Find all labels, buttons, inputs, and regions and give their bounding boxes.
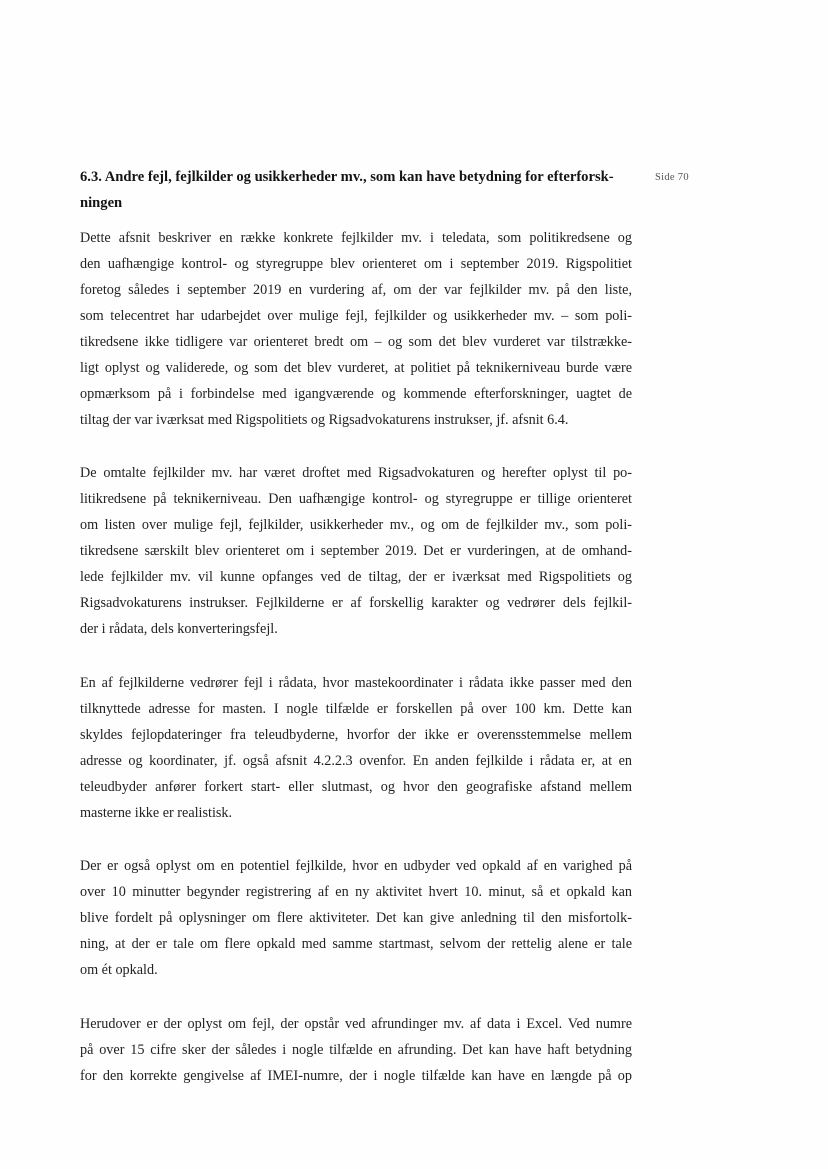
paragraph-4-line: over 10 minutter begynder registrering af en ny aktivitet hvert 10. minut, så et opkald kan: [80, 884, 632, 900]
paragraph-3-line: tilknyttede adresse for masten. I nogle tilfælde er forskellen på over 100 km. Dette kan: [80, 701, 632, 717]
paragraph-1-line: den uafhængige kontrol- og styregruppe blev orienteret om i september 2019. Rigspolitiet: [80, 256, 632, 272]
paragraph-4-line: om ét opkald.: [80, 962, 158, 978]
paragraph-4-line: ning, at der er tale om flere opkald med samme startmast, selvom der rettelig alene er tale: [80, 936, 632, 952]
paragraph-2-line: tikredsene særskilt blev orienteret om i september 2019. Det er vurderingen, at de omhand-: [80, 543, 632, 559]
paragraph-3-line: teleudbyder anfører forkert start- eller slutmast, og hvor den geografiske afstand mellem: [80, 779, 632, 795]
paragraph-1-line: tiltag der var iværksat med Rigspolitiets og Rigsadvokaturens instrukser, jf. afsnit 6.4.: [80, 412, 569, 428]
paragraph-4-line: Der er også oplyst om en potentiel fejlkilde, hvor en udbyder ved opkald af en varighed på: [80, 858, 632, 874]
paragraph-5-line: Herudover er der oplyst om fejl, der opstår ved afrundinger mv. af data i Excel. Ved numre: [80, 1016, 632, 1032]
page-number: Side 70: [655, 172, 689, 183]
paragraph-1-line: tikredsene ikke tidligere var orienteret bredt om – og som det blev vurderet var tilstrække-: [80, 334, 632, 350]
paragraph-5-line: for den korrekte gengivelse af IMEI-numre, der i nogle tilfælde kan have en længde på op: [80, 1068, 632, 1084]
paragraph-1-line: ligt oplyst og validerede, og som det blev vurderet, at politiet på teknikerniveau burde være: [80, 360, 632, 376]
paragraph-5-line: på over 15 cifre sker der således i nogle tilfælde en afrunding. Det kan have haft betydning: [80, 1042, 632, 1058]
paragraph-3-line: adresse og koordinater, jf. også afsnit 4.2.2.3 ovenfor. En anden fejlkilde i rådata er, at en: [80, 753, 632, 769]
paragraph-2-line: litikredsene på teknikerniveau. Den uafhængige kontrol- og styregruppe er tillige orienteret: [80, 491, 632, 507]
paragraph-1-line: foretog således i september 2019 en vurdering af, om der var fejlkilder mv. på den liste,: [80, 282, 632, 298]
section-heading: [80, 164, 640, 216]
paragraph-2-line: Rigsadvokaturens instrukser. Fejlkilderne er af forskellig karakter og vedrører dels fejlkil-: [80, 595, 632, 611]
paragraph-2-line: om listen over mulige fejl, fejlkilder, usikkerheder mv., og om de fejlkilder mv., som poli-: [80, 517, 632, 533]
paragraph-4-line: blive fordelt på oplysninger om flere aktiviteter. Det kan give anledning til den misfortolk-: [80, 910, 632, 926]
paragraph-1-line: som telecentret har udarbejdet over mulige fejl, fejlkilder og usikkerheder mv. – som poli-: [80, 308, 632, 324]
section-heading-line: 6.3. Andre fejl, fejlkilder og usikkerheder mv., som kan have betydning for efterforsk-: [80, 169, 614, 185]
paragraph-1-line: opmærksom på i forbindelse med igangværende og kommende efterforskninger, uagtet de: [80, 386, 632, 402]
paragraph-3-line: skyldes fejlopdateringer fra teleudbyderne, hvorfor der ikke er overensstemmelse mellem: [80, 727, 632, 743]
section-heading-line: ningen: [80, 195, 123, 211]
paragraph-1-line: Dette afsnit beskriver en række konkrete fejlkilder mv. i teledata, som politikredsene og: [80, 230, 632, 246]
paragraph-2-line: De omtalte fejlkilder mv. har været droftet med Rigsadvokaturen og herefter oplyst til po-: [80, 465, 632, 481]
paragraph-2-line: lede fejlkilder mv. vil kunne opfanges ved de tiltag, der er iværksat med Rigspolitiets og: [80, 569, 632, 585]
paragraph-2-line: der i rådata, dels konverteringsfejl.: [80, 621, 278, 637]
paragraph-3-line: masterne ikke er realistisk.: [80, 805, 233, 821]
paragraph-3-line: En af fejlkilderne vedrører fejl i rådata, hvor mastekoordinater i rådata ikke passer med den: [80, 675, 632, 691]
